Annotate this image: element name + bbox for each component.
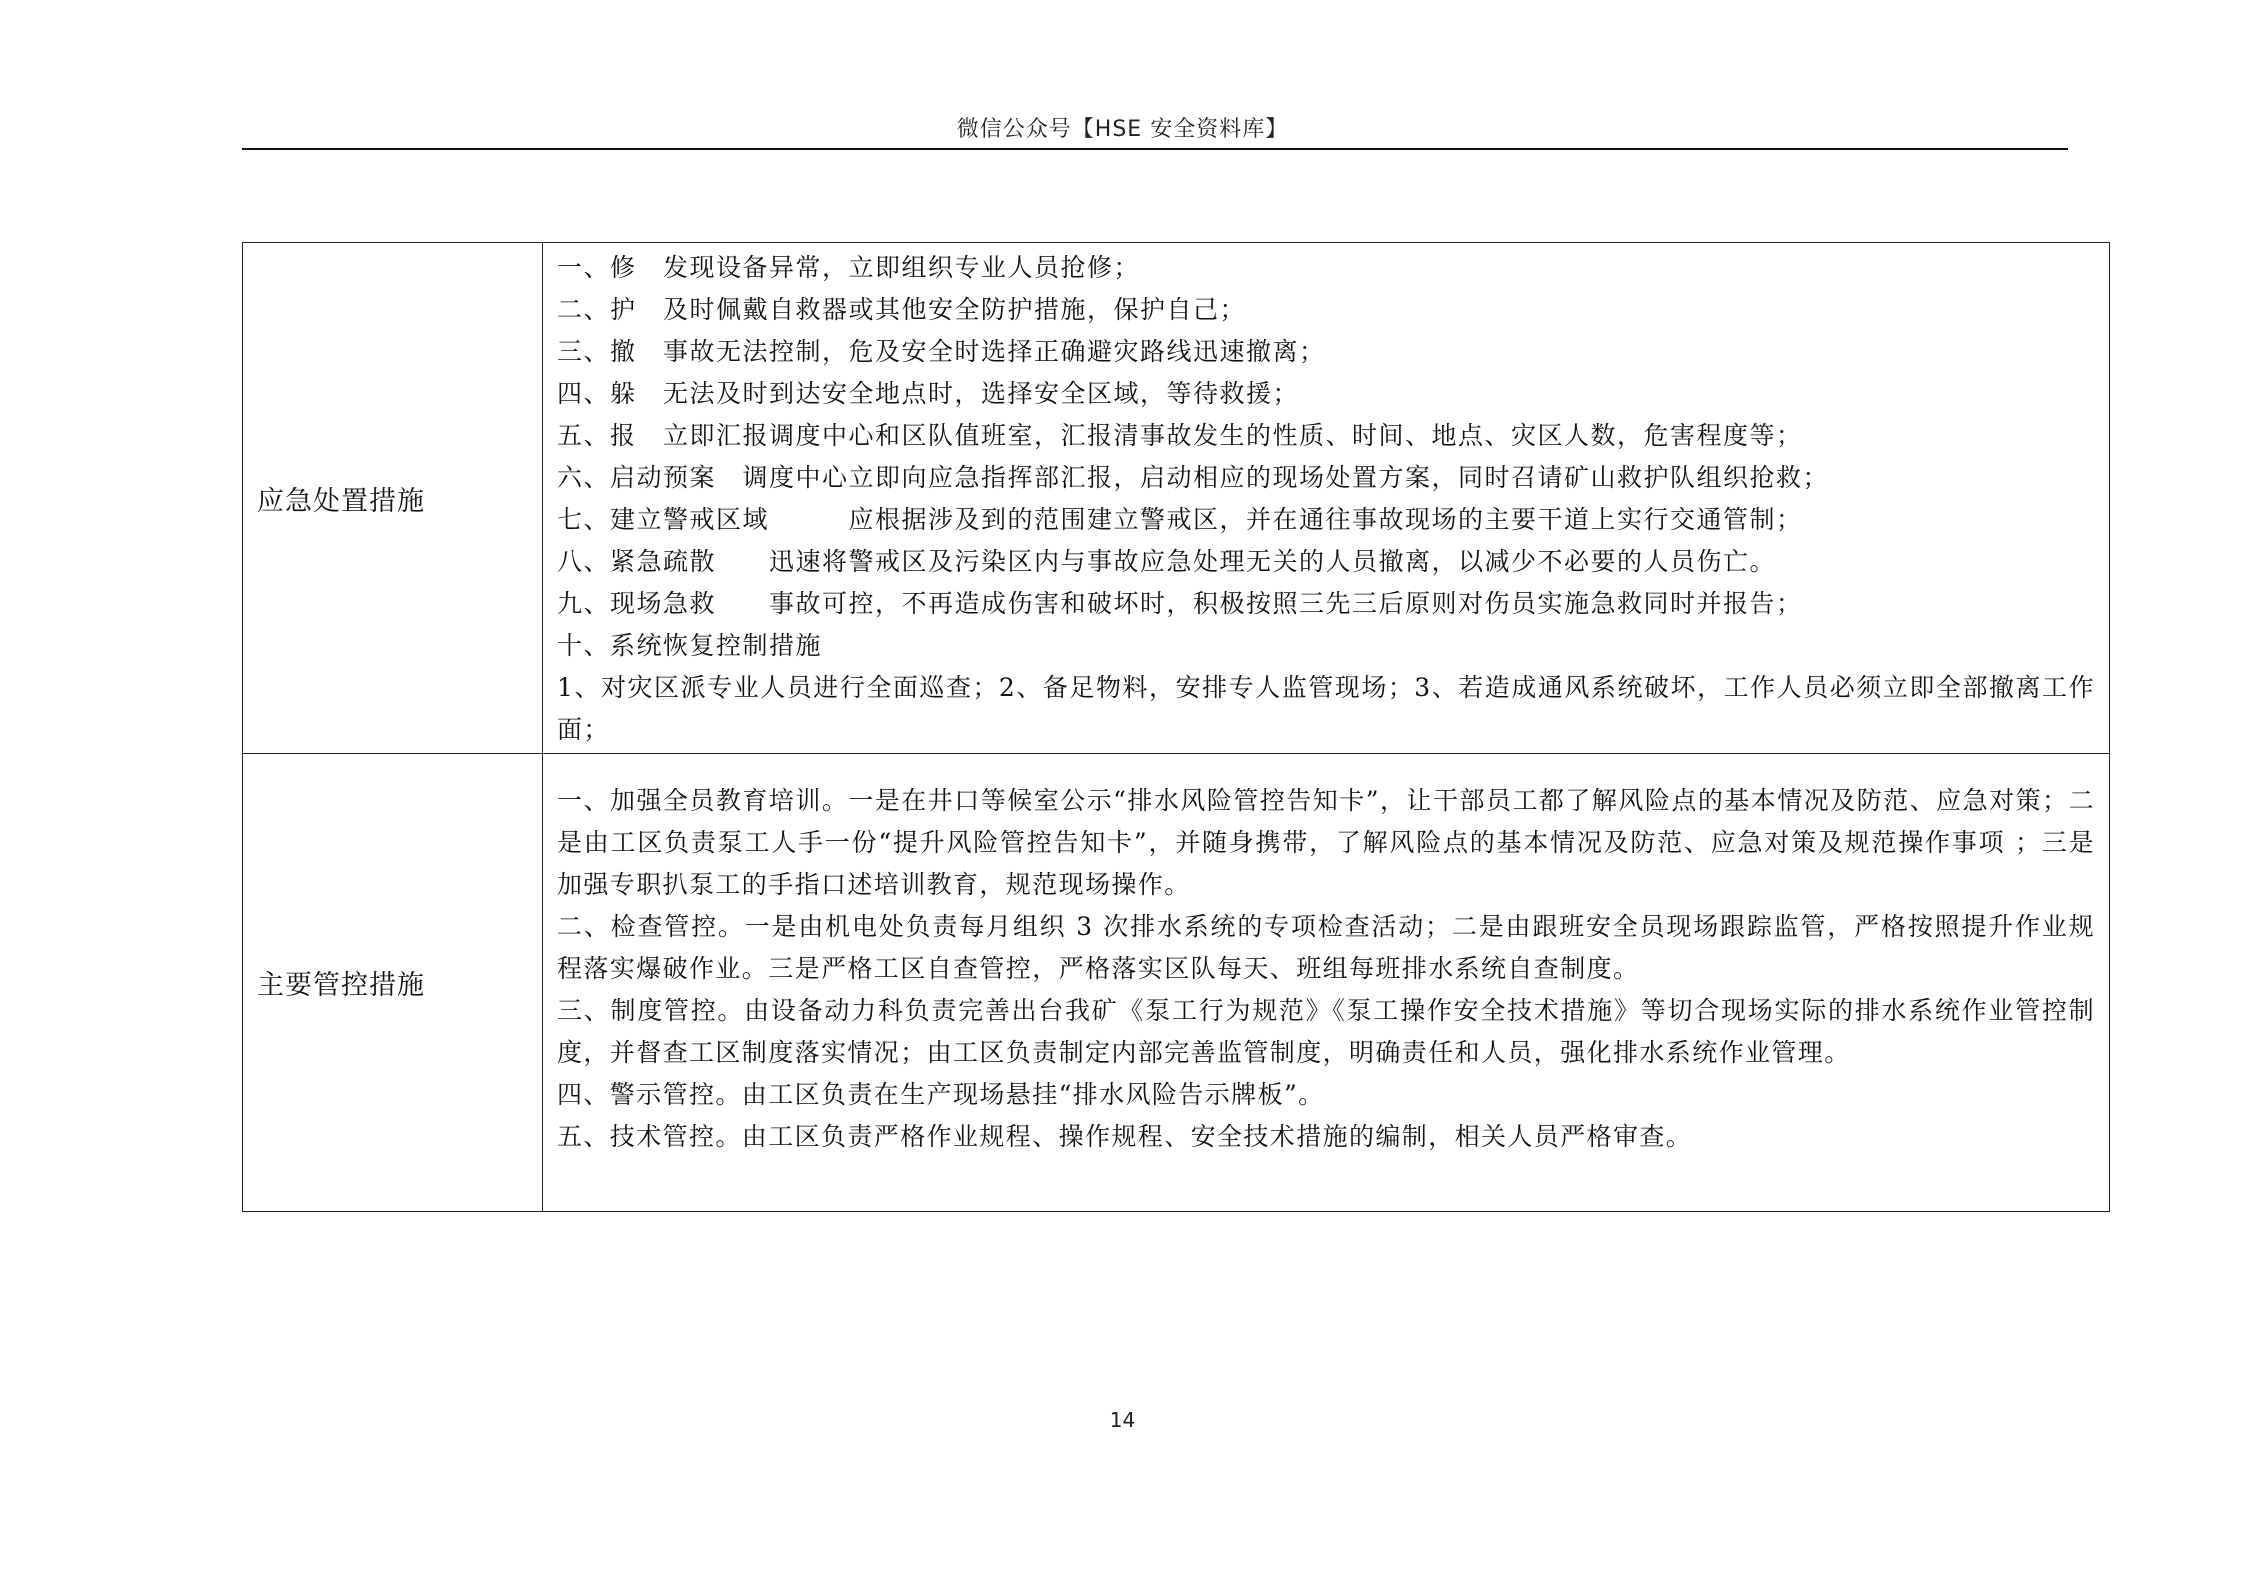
emergency-item-6: 六、启动预案 调度中心立即向应急指挥部汇报，启动相应的现场处置方案，同时召请矿山救护队组织抢救； — [557, 463, 1830, 492]
control-item-2: 二、检查管控。一是由机电处负责每月组织 3 次排水系统的专项检查活动；二是由跟班安全员现场跟踪监管，严格按照提升作业规程落实爆破作业。三是严格工区自查管控，严格落实区队每天、班组每班排水系统自查制度。 — [557, 912, 2095, 983]
emergency-item-7: 七、建立警戒区域 应根据涉及到的范围建立警戒区，并在通往事故现场的主要干道上实行交通管制； — [557, 505, 1803, 534]
control-item-5: 五、技术管控。由工区负责严格作业规程、操作规程、安全技术措施的编制，相关人员严格审查。 — [557, 1122, 1693, 1151]
emergency-item-9: 九、现场急救 事故可控，不再造成伤害和破坏时，积极按照三先三后原则对伤员实施急救同时并报告； — [557, 589, 1803, 618]
header-rule — [242, 148, 2068, 150]
control-item-3: 三、制度管控。由设备动力科负责完善出台我矿《泵工行为规范》《泵工操作安全技术措施》等切合现场实际的排水系统作业管控制度，并督查工区制度落实情况；由工区负责制定内部完善监管制度，明确责任和人员，强化排水系统作业管理。 — [557, 996, 2095, 1067]
emergency-item-10: 十、系统恢复控制措施 — [557, 631, 823, 660]
emergency-item-8: 八、紧急疏散 迅速将警戒区及污染区内与事故应急处理无关的人员撤离，以减少不必要的人员伤亡。 — [557, 547, 1777, 576]
emergency-item-1: 一、修 发现设备异常，立即组织专业人员抢修； — [557, 253, 1141, 282]
table-row-control — [243, 754, 2110, 1212]
row-label-emergency: 应急处置措施 — [243, 243, 543, 754]
emergency-item-2: 二、护 及时佩戴自救器或其他安全防护措施，保护自己； — [557, 295, 1247, 324]
table-row-emergency — [243, 243, 2110, 754]
control-item-4: 四、警示管控。由工区负责在生产现场悬挂“排水风险告示牌板”。 — [557, 1080, 1325, 1109]
page-header: 微信公众号【HSE 安全资料库】 — [956, 117, 1289, 142]
emergency-recovery-steps: 1、对灾区派专业人员进行全面巡查；2、备足物料，安排专人监管现场；3、若造成通风系统破坏，工作人员必须立即全部撤离工作面； — [557, 673, 2095, 744]
control-measures-content — [543, 754, 2110, 1212]
row-label-control: 主要管控措施 — [243, 754, 543, 1212]
emergency-item-5: 五、报 立即汇报调度中心和区队值班室，汇报清事故发生的性质、时间、地点、灾区人数，危害程度等； — [557, 421, 1803, 450]
page-number: 14 — [1109, 1408, 1136, 1432]
emergency-measures-content — [543, 243, 2110, 754]
risk-control-table — [242, 242, 2110, 1212]
control-item-1: 一、加强全员教育培训。一是在井口等候室公示“排水风险管控告知卡”，让干部员工都了解风险点的基本情况及防范、应急对策；二是由工区负责泵工人手一份“提升风险管控告知卡”，并随身携带，了解风险点的基本情况及防范、应急对策及规范操作事项 ；三是加强专职扒泵工的手指口述培训教育，规范现场操作。 — [557, 786, 2095, 899]
emergency-item-3: 三、撤 事故无法控制，危及安全时选择正确避灾路线迅速撤离； — [557, 337, 1326, 366]
emergency-item-4: 四、躲 无法及时到达安全地点时，选择安全区域，等待救援； — [557, 379, 1300, 408]
